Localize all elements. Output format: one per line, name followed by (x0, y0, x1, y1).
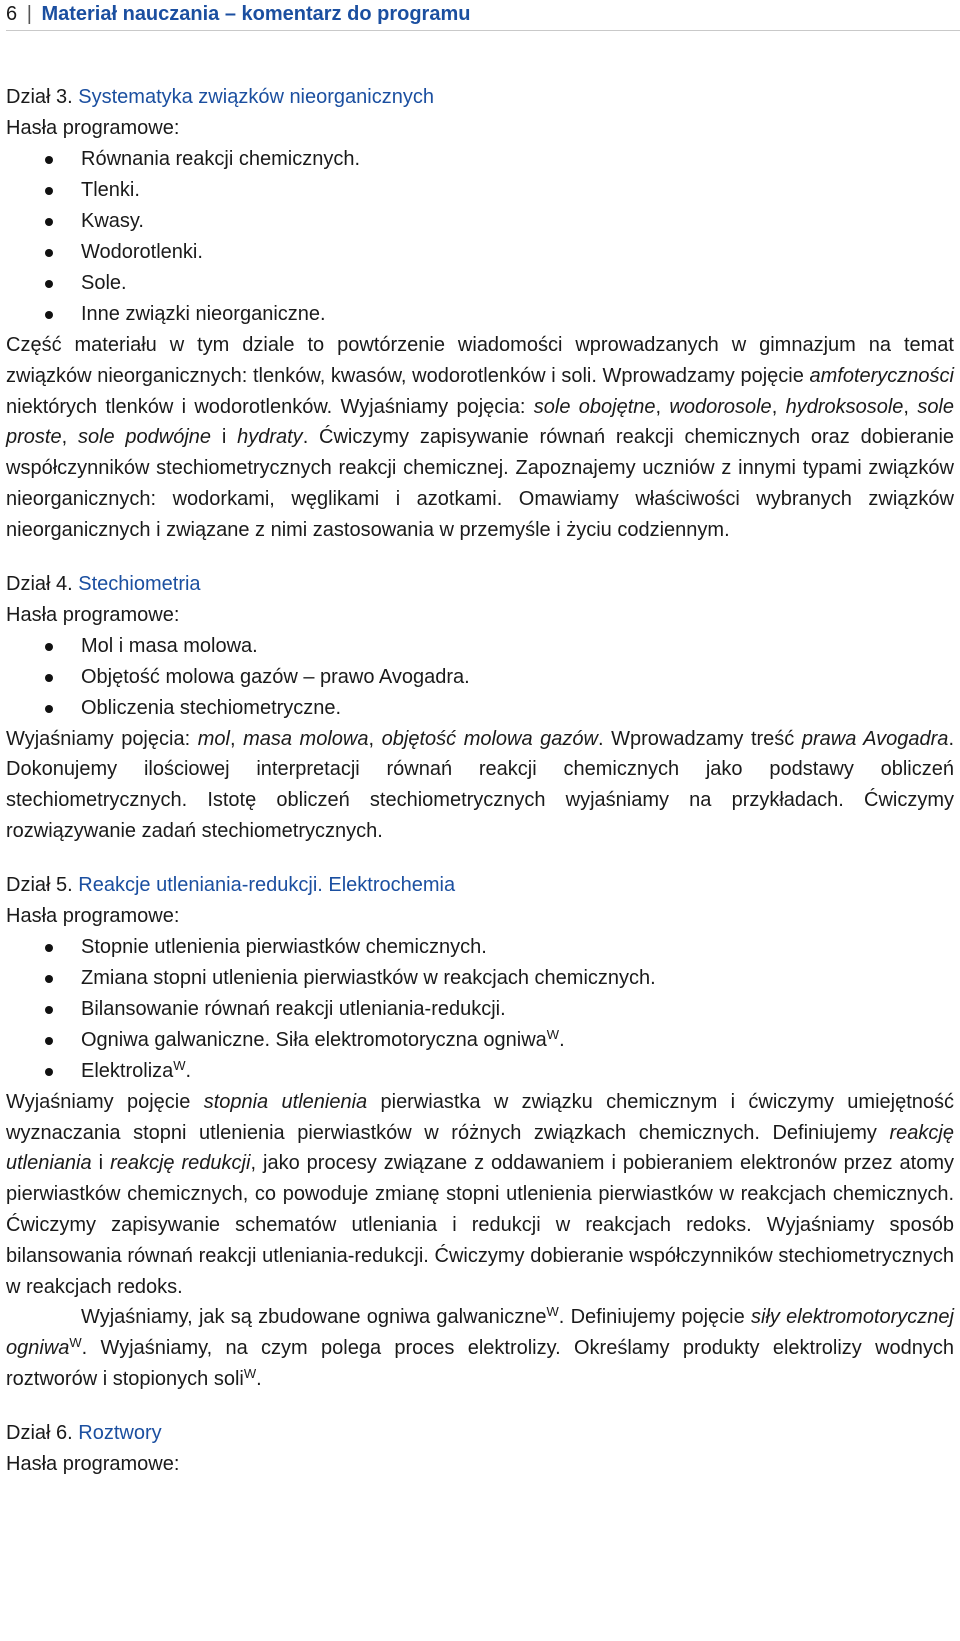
text-run: . Wyjaśniamy, na czym polega proces elektrolizy. Określamy produkty elektrolizy wodnych roztworów i stopionych soli (6, 1337, 954, 1390)
list-item: Objętość molowa gazów – prawo Avogadra. (6, 662, 954, 693)
text-run: Wyjaśniamy, jak są zbudowane ogniwa galwaniczne (81, 1306, 547, 1329)
list-item: Tlenki. (6, 175, 954, 206)
italic-term: sole proste (6, 395, 955, 449)
extended-level-marker: W (243, 1365, 257, 1381)
section-heading (6, 82, 954, 113)
text-run: . (256, 1367, 262, 1390)
italic-term: hydraty (237, 426, 303, 449)
text-run: Część materiału w tym dziale to powtórzenie wiadomości wprowadzanych w gimnazjum na temat związków nieorganicznych: tlenków, kwasów, wodorotlenków i soli. Wprowadzamy pojęcie (6, 334, 954, 387)
text-run: Wyjaśniamy pojęcia: (6, 727, 198, 750)
text-run: , (655, 395, 670, 418)
italic-term: reakcję redukcji (110, 1152, 251, 1175)
italic-term: prawa Avogadra (801, 727, 949, 750)
list-item-text: Elektroliza (81, 1059, 174, 1082)
topic-list (6, 144, 954, 330)
section-gap (6, 847, 954, 870)
italic-term: siły elektromotorycznej ogniwa (6, 1306, 954, 1360)
section-heading (6, 1418, 954, 1449)
body-paragraph (6, 330, 954, 546)
text-run: i (211, 426, 238, 449)
text-run: , (903, 395, 918, 418)
section-heading (6, 569, 954, 600)
section-label: Dział 4. (6, 572, 73, 595)
section-title: Roztwory (78, 1421, 162, 1444)
list-item-text: . (185, 1059, 192, 1082)
italic-term: sole obojętne (533, 395, 656, 418)
main-content (6, 82, 954, 1480)
list-item (6, 1056, 954, 1087)
text-run: , (368, 727, 382, 750)
hasla-label: Hasła programowe: (6, 603, 180, 626)
list-item: Inne związki nieorganiczne. (6, 299, 954, 330)
list-item-text: Ogniwa galwaniczne. Siła elektromotoryczna ogniwa (81, 1028, 547, 1051)
text-run: . Definiujemy pojęcie (558, 1306, 751, 1329)
italic-term: mol (197, 727, 230, 750)
list-item-text: Stopnie utlenienia pierwiastków chemicznych. (81, 935, 487, 958)
running-header (6, 0, 960, 31)
list-item: Wodorotlenki. (6, 237, 954, 268)
list-item-text: Zmiana stopni utlenienia pierwiastków w reakcjach chemicznych. (81, 966, 656, 989)
topic-list (6, 631, 954, 724)
header-title: Materiał nauczania – komentarz do programu (41, 3, 471, 25)
section-dzial-3 (6, 82, 954, 546)
section-dzial-4 (6, 569, 954, 847)
text-run: pierwiastka w związku chemicznym i ćwiczymy umiejętność wyznaczania stopni utlenienia pierwiastków w różnych związkach chemicznych. Definiujemy (6, 1090, 955, 1144)
italic-term: masa molowa (243, 727, 369, 750)
hasla-label: Hasła programowe: (6, 904, 180, 927)
body-paragraph (6, 1302, 954, 1394)
extended-level-marker: W (546, 1304, 559, 1320)
hasla-label: Hasła programowe: (6, 117, 180, 139)
list-item (6, 963, 954, 994)
list-item: Równania reakcji chemicznych. (6, 144, 954, 175)
section-title: Systematyka związków nieorganicznych (78, 86, 434, 108)
italic-term: reakcję utleniania (6, 1121, 954, 1175)
topic-list (6, 932, 954, 1087)
section-label: Dział 6. (6, 1421, 73, 1444)
text-run: niektórych tlenków i wodorotlenków. Wyjaśniamy pojęcia: (6, 395, 534, 418)
italic-term: amfoteryczności (809, 364, 954, 387)
extended-level-marker: W (69, 1335, 82, 1351)
list-item (6, 932, 954, 963)
text-run: i (91, 1152, 111, 1175)
section-heading (6, 870, 954, 901)
italic-term: wodorosole (669, 395, 772, 418)
italic-term: sole podwójne (77, 426, 212, 449)
list-item-text: Bilansowanie równań reakcji utleniania-redukcji. (81, 997, 506, 1020)
list-item: Sole. (6, 268, 954, 299)
extended-level-marker: W (173, 1057, 186, 1073)
list-item: Kwasy. (6, 206, 954, 237)
italic-term: hydroksosole (785, 395, 904, 418)
italic-term: objętość molowa gazów (381, 727, 598, 750)
body-paragraph (6, 1087, 954, 1303)
text-run: , jako procesy związane z oddawaniem i pobieraniem elektronów przez atomy pierwiastków chemicznych, co powoduje zmianę stopni utlenienia pierwiastków w reakcjach chemicznych. Ćwiczymy zapisywanie schematów utleniania i redukcji w reakcjach redoks. Wyjaśniamy sposób bilansowania równań reakcji utleniania-redukcji. Ćwiczymy dobieranie współczynników stechiometrycznych w reakcjach redoks. (6, 1152, 955, 1298)
section-gap (6, 1395, 954, 1418)
list-item: Obliczenia stechiometryczne. (6, 693, 954, 724)
header-separator: | (26, 3, 32, 25)
text-run: , (771, 395, 786, 418)
list-item (6, 1025, 954, 1056)
section-label: Dział 5. (6, 873, 73, 896)
text-run: . Ćwiczymy zapisywanie równań reakcji chemicznych oraz dobieranie współczynników stechiometrycznych reakcji chemicznej. Zapoznajemy uczniów z innymi typami związków nieorganicznych: wodorkami, węglikami i azotkami. Omawiamy właściwości wybranych związków nieorganicznych i związane z nimi zastosowania w przemyśle i życiu codziennym. (6, 426, 955, 541)
list-item: Mol i masa molowa. (6, 631, 954, 662)
text-run: . Wprowadzamy treść (598, 727, 802, 750)
extended-level-marker: W (546, 1026, 560, 1042)
list-item-text: . (559, 1028, 565, 1051)
body-paragraph (6, 724, 954, 847)
section-title: Reakcje utleniania-redukcji. Elektrochemia (78, 873, 456, 896)
list-item (6, 994, 954, 1025)
section-dzial-6 (6, 1418, 954, 1480)
section-label: Dział 3. (6, 86, 73, 108)
section-title: Stechiometria (78, 572, 201, 595)
text-run: Wyjaśniamy pojęcie (6, 1090, 204, 1113)
hasla-label: Hasła programowe: (6, 1452, 180, 1475)
text-run: . Dokonujemy ilościowej interpretacji równań reakcji chemicznych jako podstawy obliczeń stechiometrycznych. Istotę obliczeń stechiometrycznych wyjaśniamy na przykładach. Ćwiczymy rozwiązywanie zadań stechiometrycznych. (6, 727, 954, 842)
text-run: , (61, 426, 78, 449)
text-run: , (229, 727, 244, 750)
section-dzial-5 (6, 870, 954, 1395)
section-gap (6, 546, 954, 569)
page-number: 6 (6, 3, 18, 25)
italic-term: stopnia utlenienia (203, 1090, 368, 1113)
